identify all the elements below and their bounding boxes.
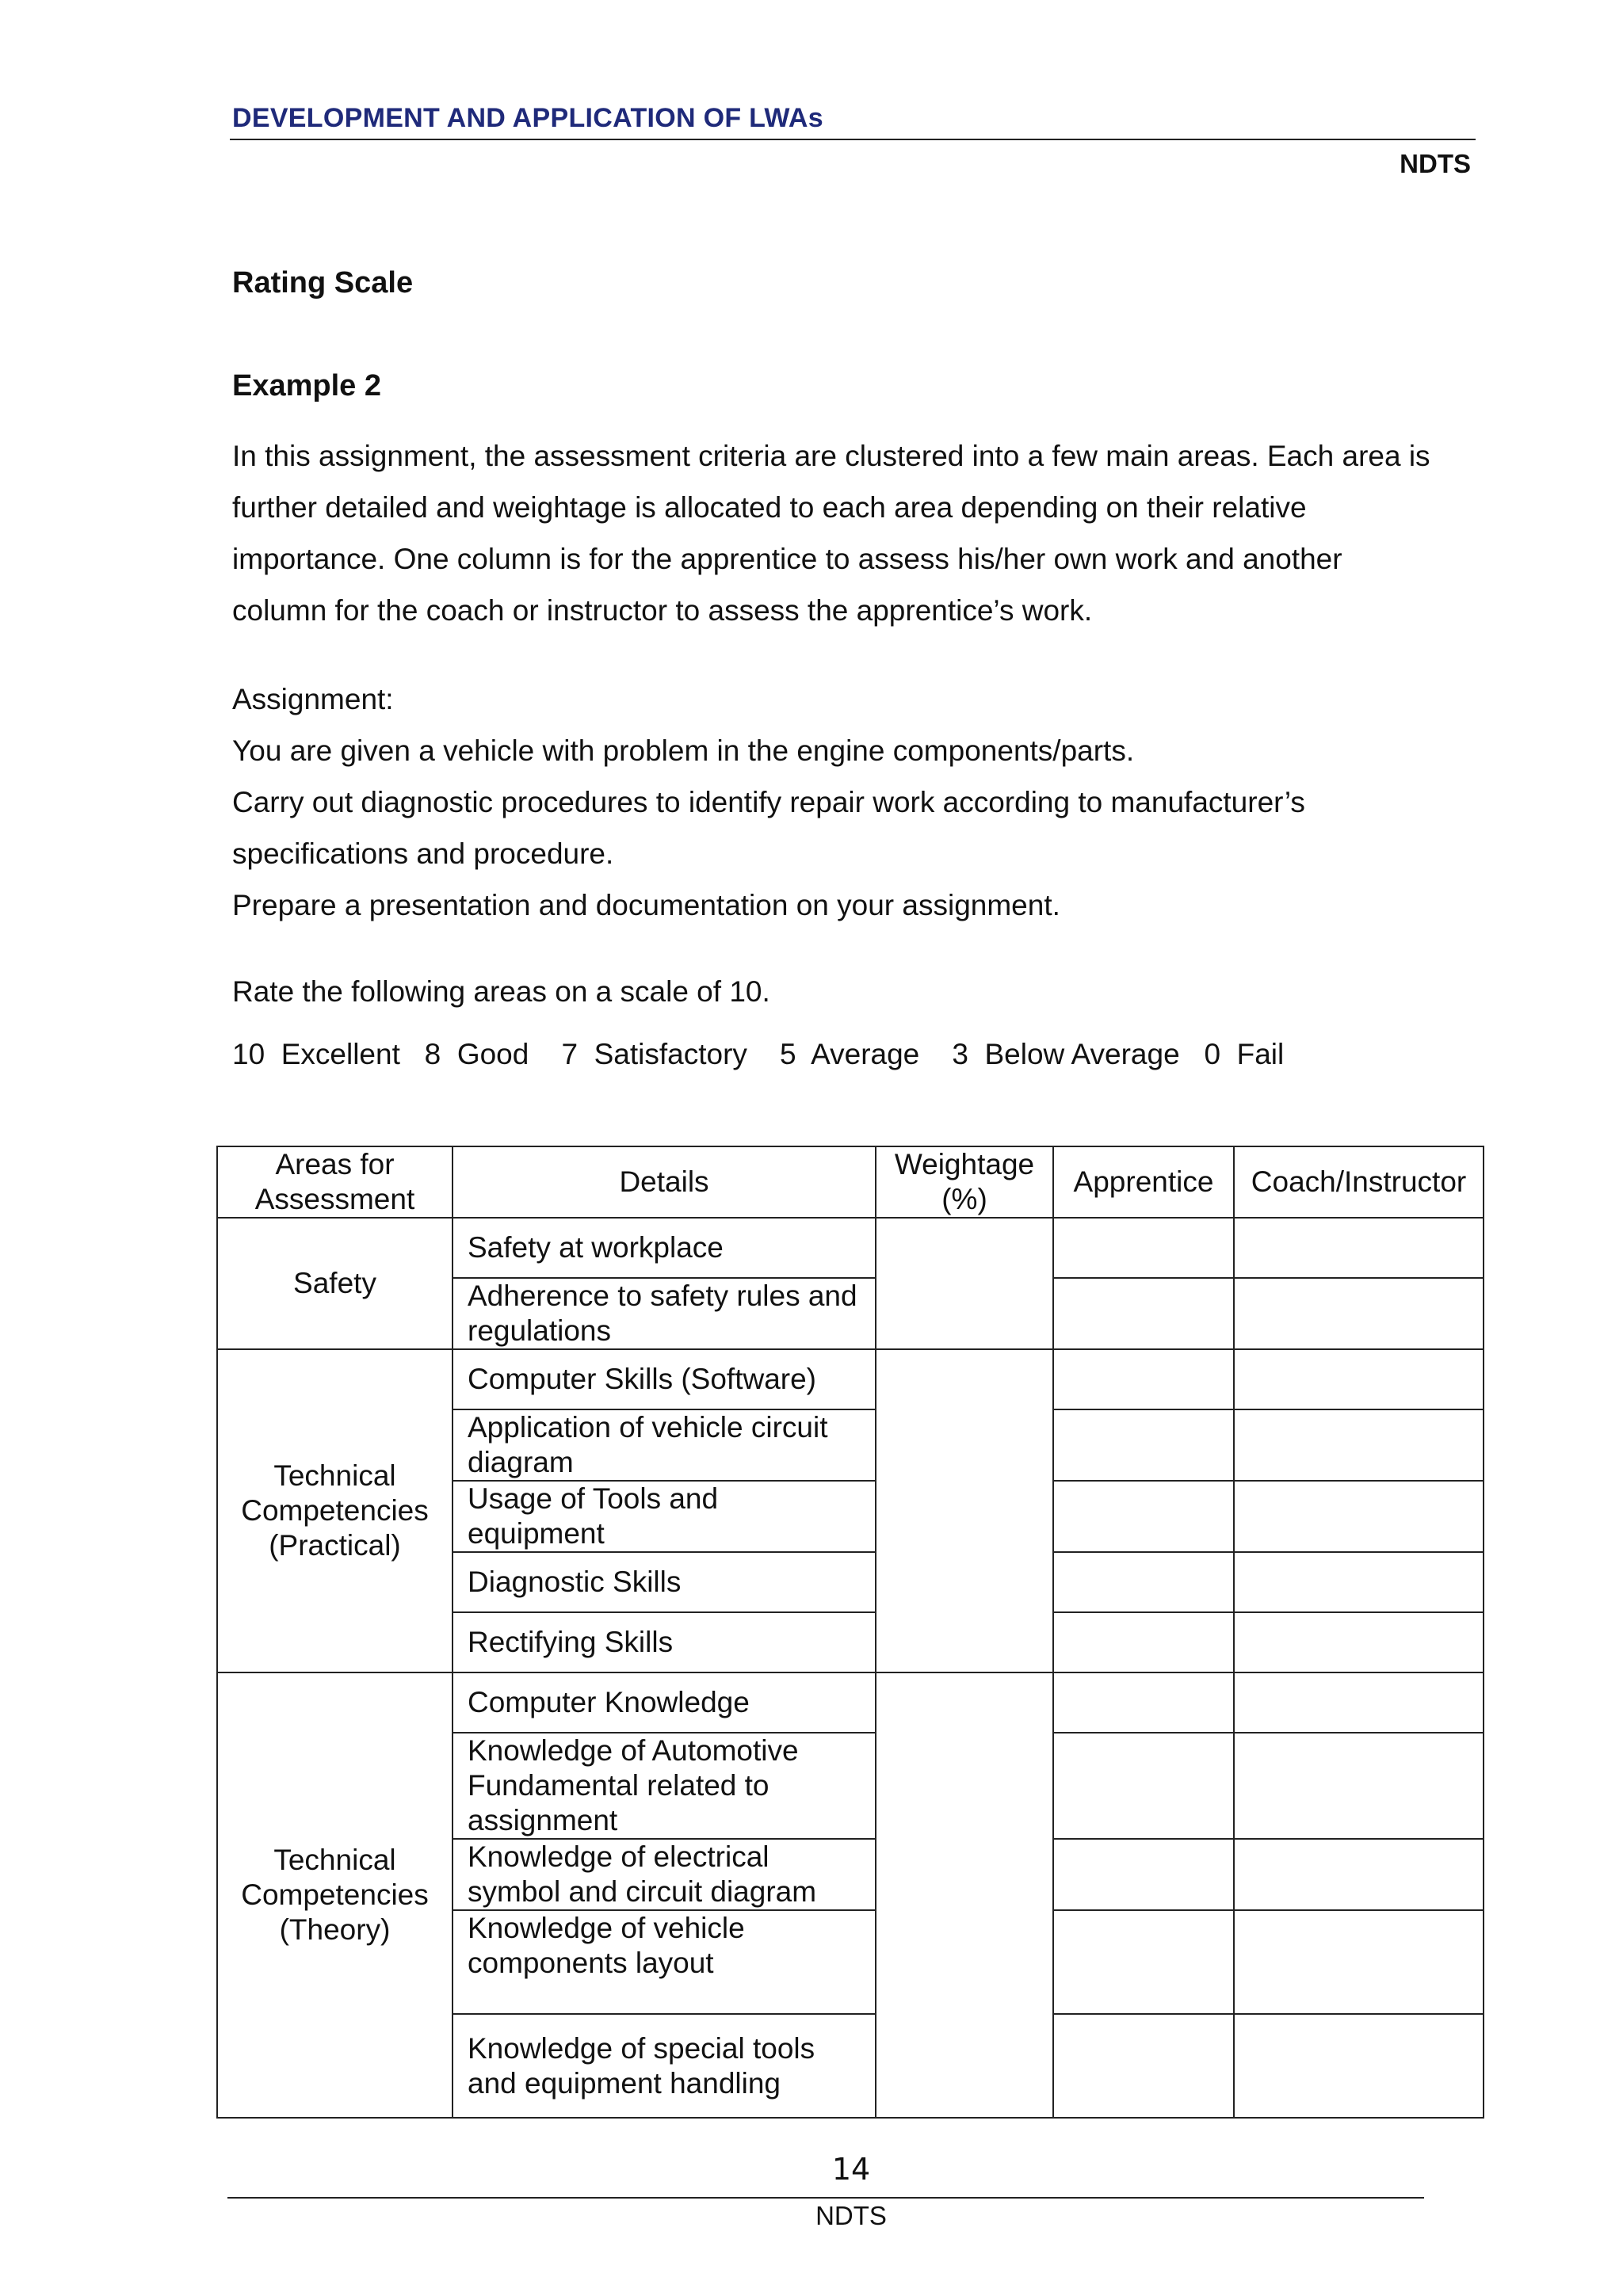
apprentice-score-cell[interactable] — [1053, 1409, 1234, 1481]
running-header-title: DEVELOPMENT AND APPLICATION OF LWAs — [232, 103, 823, 133]
intro-line: importance. One column is for the apprentice to assess his/her own work and another — [232, 543, 1342, 575]
intro-line: further detailed and weightage is allocated to each area depending on their relative — [232, 491, 1307, 524]
intro-line: In this assignment, the assessment criteria are clustered into a few main areas. Each area is — [232, 440, 1430, 472]
apprentice-score-cell[interactable] — [1053, 1612, 1234, 1672]
table-row — [217, 1672, 1484, 1733]
coach-score-cell[interactable] — [1234, 1839, 1484, 1910]
weightage-cell[interactable] — [876, 1349, 1053, 1672]
intro-paragraph — [232, 430, 1500, 636]
detail-cell: Rectifying Skills — [453, 1612, 876, 1672]
assignment-line: Carry out diagnostic procedures to identify repair work according to manufacturer’s — [232, 786, 1305, 818]
detail-cell: Knowledge of electrical symbol and circuit diagram — [453, 1839, 876, 1910]
assignment-line: Assignment: — [232, 683, 394, 715]
header-rule — [230, 139, 1476, 140]
header-weightage: Weightage (%) — [876, 1146, 1053, 1218]
intro-line: column for the coach or instructor to assess the apprentice’s work. — [232, 594, 1093, 627]
apprentice-score-cell[interactable] — [1053, 1218, 1234, 1278]
coach-score-cell[interactable] — [1234, 1672, 1484, 1733]
weightage-cell[interactable] — [876, 1672, 1053, 2118]
header-areas: Areas for Assessment — [217, 1146, 453, 1218]
area-cell-safety: Safety — [217, 1218, 453, 1349]
header-details: Details — [453, 1146, 876, 1218]
apprentice-score-cell[interactable] — [1053, 1349, 1234, 1409]
apprentice-score-cell[interactable] — [1053, 1552, 1234, 1612]
apprentice-score-cell[interactable] — [1053, 1278, 1234, 1349]
detail-cell: Application of vehicle circuit diagram — [453, 1409, 876, 1481]
assessment-table — [216, 1146, 1484, 2119]
coach-score-cell[interactable] — [1234, 2014, 1484, 2118]
apprentice-score-cell[interactable] — [1053, 1910, 1234, 2014]
detail-cell: Diagnostic Skills — [453, 1552, 876, 1612]
coach-score-cell[interactable] — [1234, 1910, 1484, 2014]
detail-cell: Usage of Tools and equipment — [453, 1481, 876, 1552]
table-header-row — [217, 1146, 1484, 1218]
example-title: Example 2 — [232, 369, 381, 402]
coach-score-cell[interactable] — [1234, 1278, 1484, 1349]
coach-score-cell[interactable] — [1234, 1218, 1484, 1278]
detail-cell: Adherence to safety rules and regulations — [453, 1278, 876, 1349]
apprentice-score-cell[interactable] — [1053, 1839, 1234, 1910]
detail-cell: Knowledge of Automotive Fundamental related to assignment — [453, 1733, 876, 1839]
apprentice-score-cell[interactable] — [1053, 1481, 1234, 1552]
coach-score-cell[interactable] — [1234, 1481, 1484, 1552]
detail-cell: Computer Knowledge — [453, 1672, 876, 1733]
section-title: Rating Scale — [232, 266, 414, 299]
area-cell-practical: Technical Competencies (Practical) — [217, 1349, 453, 1672]
header-apprentice: Apprentice — [1053, 1146, 1234, 1218]
assignment-line: specifications and procedure. — [232, 837, 614, 870]
assignment-line: You are given a vehicle with problem in the engine components/parts. — [232, 734, 1135, 767]
coach-score-cell[interactable] — [1234, 1612, 1484, 1672]
detail-cell: Knowledge of special tools and equipment handling — [453, 2014, 876, 2118]
area-cell-theory: Technical Competencies (Theory) — [217, 1672, 453, 2118]
assignment-block — [232, 673, 1500, 931]
table-row — [217, 1349, 1484, 1409]
detail-cell: Safety at workplace — [453, 1218, 876, 1278]
coach-score-cell[interactable] — [1234, 1349, 1484, 1409]
rate-instruction: Rate the following areas on a scale of 10. — [232, 975, 770, 1008]
assignment-line: Prepare a presentation and documentation on your assignment. — [232, 889, 1060, 921]
footer-org: NDTS — [815, 2201, 887, 2230]
running-header-org: NDTS — [1400, 149, 1471, 178]
apprentice-score-cell[interactable] — [1053, 2014, 1234, 2118]
table-row — [217, 1218, 1484, 1278]
coach-score-cell[interactable] — [1234, 1733, 1484, 1839]
header-coach: Coach/Instructor — [1234, 1146, 1484, 1218]
apprentice-score-cell[interactable] — [1053, 1733, 1234, 1839]
coach-score-cell[interactable] — [1234, 1409, 1484, 1481]
weightage-cell[interactable] — [876, 1218, 1053, 1349]
rating-scale-legend: 10 Excellent 8 Good 7 Satisfactory 5 Average 3 Below Average 0 Fail — [232, 1038, 1285, 1070]
apprentice-score-cell[interactable] — [1053, 1672, 1234, 1733]
page-number: 14 — [831, 2152, 871, 2187]
coach-score-cell[interactable] — [1234, 1552, 1484, 1612]
footer-rule — [227, 2197, 1424, 2199]
detail-cell: Computer Skills (Software) — [453, 1349, 876, 1409]
detail-cell: Knowledge of vehicle components layout — [453, 1910, 876, 2014]
